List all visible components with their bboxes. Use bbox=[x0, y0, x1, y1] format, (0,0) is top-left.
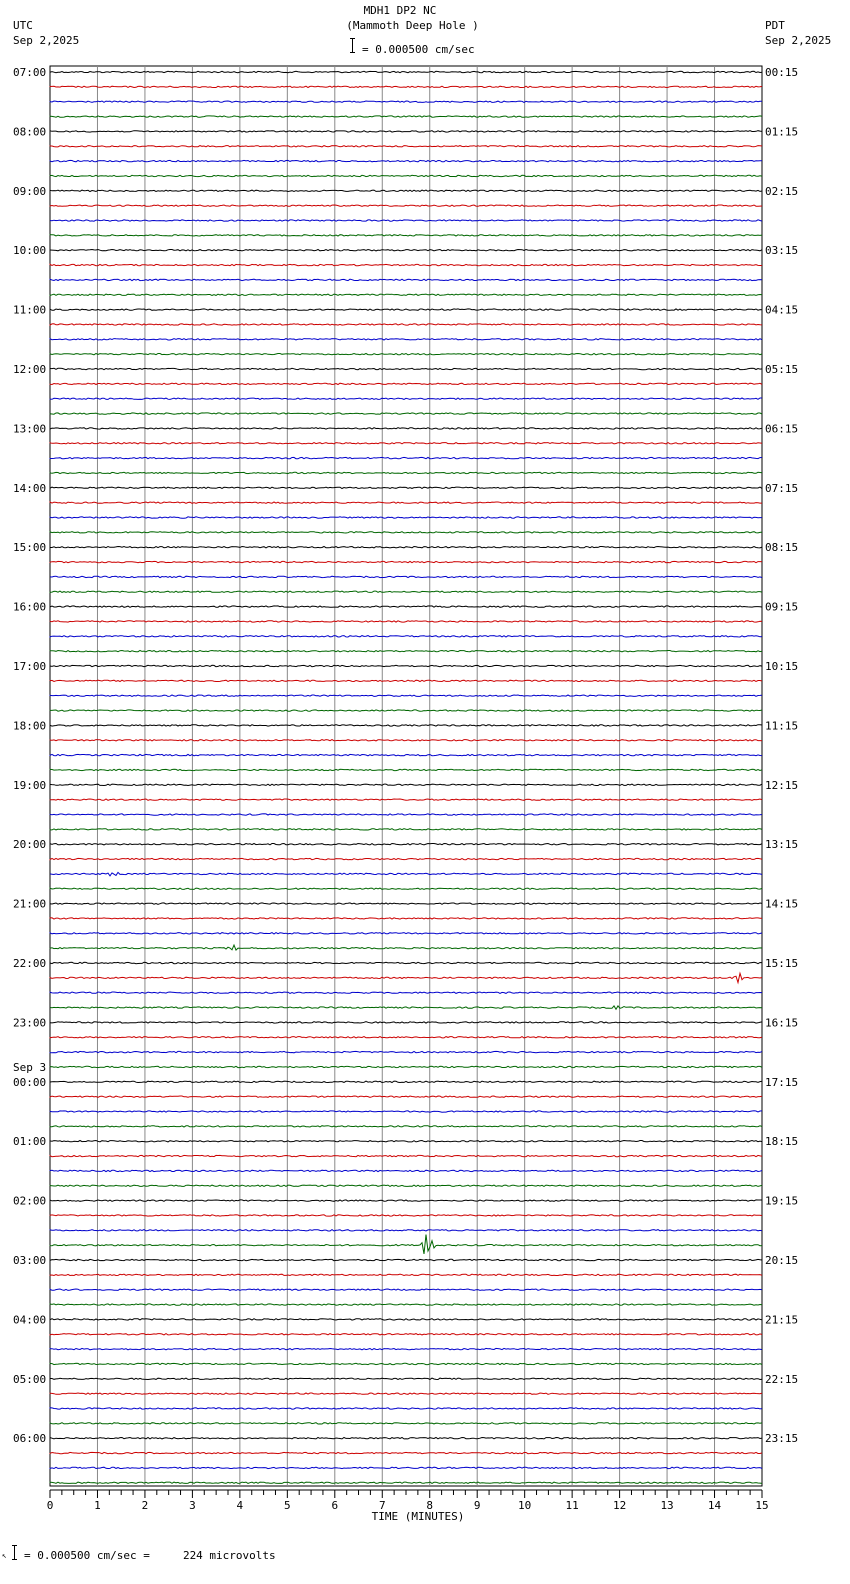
trace-76 bbox=[50, 1200, 762, 1201]
trace-54 bbox=[50, 872, 762, 876]
trace-7 bbox=[50, 175, 762, 176]
x-tick-label: 10 bbox=[518, 1499, 532, 1512]
trace-25 bbox=[50, 443, 762, 444]
trace-69 bbox=[50, 1096, 762, 1097]
trace-53 bbox=[50, 858, 762, 859]
right-timezone: PDT bbox=[765, 19, 785, 32]
right-hour-label: 21:15 bbox=[765, 1313, 799, 1327]
trace-15 bbox=[50, 294, 762, 295]
left-hour-label: 10:00 bbox=[13, 244, 47, 258]
trace-5 bbox=[50, 146, 762, 147]
trace-34 bbox=[50, 576, 762, 577]
station-name: (Mammoth Deep Hole ) bbox=[346, 19, 479, 32]
trace-17 bbox=[50, 324, 762, 325]
trace-88 bbox=[50, 1378, 762, 1379]
right-hour-label: 16:15 bbox=[765, 1016, 799, 1030]
trace-85 bbox=[50, 1334, 762, 1335]
trace-56 bbox=[50, 903, 762, 904]
trace-79 bbox=[50, 1235, 762, 1254]
trace-36 bbox=[50, 606, 762, 607]
trace-65 bbox=[50, 1037, 762, 1038]
left-date-change-label: Sep 3 bbox=[13, 1060, 47, 1074]
footer-scale-icon bbox=[12, 1545, 17, 1560]
right-hour-label: 01:15 bbox=[765, 125, 799, 139]
trace-32 bbox=[50, 547, 762, 548]
right-hour-label: 06:15 bbox=[765, 422, 799, 436]
left-timezone: UTC bbox=[13, 19, 33, 32]
trace-57 bbox=[50, 918, 762, 919]
trace-27 bbox=[50, 472, 762, 473]
trace-51 bbox=[50, 829, 762, 830]
trace-89 bbox=[50, 1393, 762, 1394]
trace-14 bbox=[50, 279, 762, 280]
x-tick-label: 3 bbox=[189, 1499, 196, 1512]
trace-2 bbox=[50, 101, 762, 102]
left-hour-label: 07:00 bbox=[13, 66, 47, 79]
trace-73 bbox=[50, 1155, 762, 1156]
trace-6 bbox=[50, 160, 762, 161]
trace-19 bbox=[50, 354, 762, 355]
trace-8 bbox=[50, 190, 762, 191]
trace-35 bbox=[50, 591, 762, 592]
x-tick-label: 5 bbox=[284, 1499, 291, 1512]
left-hour-label: 17:00 bbox=[13, 660, 47, 673]
left-date: Sep 2,2025 bbox=[13, 34, 80, 47]
trace-1 bbox=[50, 86, 762, 87]
trace-70 bbox=[50, 1111, 762, 1112]
trace-94 bbox=[50, 1467, 762, 1468]
left-hour-label: 01:00 bbox=[13, 1135, 47, 1149]
trace-30 bbox=[50, 517, 762, 518]
trace-82 bbox=[50, 1289, 762, 1290]
left-hour-label: 21:00 bbox=[13, 897, 47, 911]
trace-83 bbox=[50, 1304, 762, 1305]
time-axis bbox=[47, 1490, 769, 1512]
right-hour-label: 07:15 bbox=[765, 481, 799, 495]
trace-60 bbox=[50, 962, 762, 963]
trace-38 bbox=[50, 636, 762, 637]
trace-31 bbox=[50, 532, 762, 533]
left-hour-label: 15:00 bbox=[13, 541, 47, 555]
trace-59 bbox=[50, 945, 762, 950]
trace-66 bbox=[50, 1051, 762, 1052]
trace-22 bbox=[50, 398, 762, 399]
trace-28 bbox=[50, 487, 762, 488]
left-hour-label: 13:00 bbox=[13, 422, 47, 436]
trace-68 bbox=[50, 1081, 762, 1082]
x-tick-label: 0 bbox=[46, 1499, 54, 1512]
left-hour-label: 20:00 bbox=[13, 838, 47, 852]
trace-12 bbox=[50, 250, 762, 251]
right-hour-label: 13:15 bbox=[765, 838, 799, 852]
trace-21 bbox=[50, 383, 762, 384]
trace-29 bbox=[50, 502, 762, 503]
trace-71 bbox=[50, 1126, 762, 1127]
trace-62 bbox=[50, 992, 762, 993]
left-hour-label: 11:00 bbox=[13, 303, 47, 317]
trace-33 bbox=[50, 561, 762, 562]
trace-13 bbox=[50, 264, 762, 265]
trace-41 bbox=[50, 680, 762, 681]
station-line: MDH1 DP2 NC bbox=[363, 4, 437, 17]
left-hour-label: 06:00 bbox=[13, 1432, 47, 1446]
left-hour-label: 16:00 bbox=[13, 600, 47, 614]
x-axis-label: TIME (MINUTES) bbox=[371, 1510, 465, 1523]
trace-86 bbox=[50, 1348, 762, 1349]
trace-87 bbox=[50, 1363, 762, 1364]
left-hour-label: 04:00 bbox=[13, 1313, 47, 1327]
x-tick-label: 13 bbox=[660, 1499, 674, 1512]
trace-92 bbox=[50, 1438, 762, 1439]
right-hour-label: 10:15 bbox=[765, 660, 799, 673]
trace-24 bbox=[50, 428, 762, 429]
x-tick-label: 7 bbox=[378, 1499, 386, 1512]
trace-80 bbox=[50, 1259, 762, 1260]
left-hour-label: 00:00 bbox=[13, 1075, 47, 1089]
x-tick-label: 15 bbox=[755, 1499, 769, 1512]
trace-48 bbox=[50, 784, 762, 785]
trace-50 bbox=[50, 814, 762, 815]
right-hour-label: 11:15 bbox=[765, 719, 799, 733]
x-tick-label: 9 bbox=[473, 1499, 481, 1512]
x-tick-label: 8 bbox=[426, 1499, 434, 1512]
right-hour-label: 03:15 bbox=[765, 244, 799, 258]
trace-39 bbox=[50, 651, 762, 652]
trace-10 bbox=[50, 220, 762, 221]
left-hour-label: 08:00 bbox=[13, 125, 47, 139]
trace-91 bbox=[50, 1423, 762, 1424]
right-hour-label: 08:15 bbox=[765, 541, 799, 555]
footer-arrow-icon: ↖ bbox=[2, 1551, 7, 1560]
trace-45 bbox=[50, 740, 762, 741]
trace-77 bbox=[50, 1215, 762, 1216]
trace-78 bbox=[50, 1230, 762, 1231]
trace-46 bbox=[50, 754, 762, 755]
left-hour-label: 22:00 bbox=[13, 957, 47, 970]
right-hour-label: 15:15 bbox=[765, 957, 799, 970]
right-hour-label: 17:15 bbox=[765, 1075, 799, 1089]
right-date: Sep 2,2025 bbox=[765, 34, 832, 47]
right-hour-label: 00:15 bbox=[765, 66, 799, 79]
trace-0 bbox=[50, 71, 762, 72]
left-hour-label: 14:00 bbox=[13, 481, 47, 495]
left-hour-label: 23:00 bbox=[13, 1016, 47, 1030]
x-tick-label: 4 bbox=[236, 1499, 244, 1512]
trace-3 bbox=[50, 116, 762, 117]
trace-40 bbox=[50, 665, 762, 666]
left-hour-label: 19:00 bbox=[13, 778, 47, 792]
left-hour-label: 18:00 bbox=[13, 719, 47, 733]
right-hour-label: 14:15 bbox=[765, 897, 799, 911]
right-hour-label: 22:15 bbox=[765, 1372, 799, 1386]
trace-61 bbox=[50, 973, 762, 982]
trace-63 bbox=[50, 1006, 762, 1009]
right-hour-label: 02:15 bbox=[765, 184, 799, 198]
right-hour-label: 09:15 bbox=[765, 600, 799, 614]
left-hour-label: 09:00 bbox=[13, 184, 47, 198]
x-tick-label: 14 bbox=[707, 1499, 722, 1512]
trace-93 bbox=[50, 1452, 762, 1453]
trace-11 bbox=[50, 235, 762, 236]
right-hour-label: 23:15 bbox=[765, 1432, 799, 1446]
trace-58 bbox=[50, 933, 762, 934]
trace-9 bbox=[50, 205, 762, 206]
trace-52 bbox=[50, 844, 762, 845]
trace-74 bbox=[50, 1170, 762, 1171]
trace-55 bbox=[50, 888, 762, 889]
trace-72 bbox=[50, 1141, 762, 1142]
right-hour-label: 05:15 bbox=[765, 363, 799, 376]
trace-84 bbox=[50, 1319, 762, 1320]
trace-67 bbox=[50, 1066, 762, 1067]
x-tick-label: 12 bbox=[612, 1499, 627, 1512]
right-hour-label: 19:15 bbox=[765, 1194, 799, 1208]
trace-81 bbox=[50, 1274, 762, 1275]
right-hour-label: 20:15 bbox=[765, 1254, 799, 1267]
x-tick-label: 11 bbox=[565, 1499, 579, 1512]
left-hour-label: 05:00 bbox=[13, 1372, 47, 1386]
trace-64 bbox=[50, 1022, 762, 1023]
trace-44 bbox=[50, 725, 762, 726]
trace-4 bbox=[50, 131, 762, 132]
x-tick-label: 1 bbox=[94, 1499, 101, 1512]
right-hour-label: 04:15 bbox=[765, 303, 799, 317]
footer-scale-note: = 0.000500 cm/sec = 224 microvolts bbox=[24, 1549, 276, 1562]
trace-23 bbox=[50, 413, 762, 414]
trace-43 bbox=[50, 710, 762, 711]
left-hour-label: 02:00 bbox=[13, 1194, 47, 1208]
x-tick-label: 2 bbox=[141, 1499, 149, 1512]
scale-label: = 0.000500 cm/sec bbox=[362, 43, 475, 56]
right-hour-label: 18:15 bbox=[765, 1135, 799, 1149]
trace-lines bbox=[50, 71, 762, 1483]
left-hour-label: 03:00 bbox=[13, 1254, 47, 1267]
trace-18 bbox=[50, 339, 762, 340]
trace-26 bbox=[50, 457, 762, 458]
right-hour-label: 12:15 bbox=[765, 778, 799, 792]
trace-37 bbox=[50, 621, 762, 622]
left-hour-label: 12:00 bbox=[13, 363, 47, 376]
trace-90 bbox=[50, 1408, 762, 1409]
x-tick-label: 6 bbox=[331, 1499, 339, 1512]
trace-42 bbox=[50, 695, 762, 696]
trace-49 bbox=[50, 799, 762, 800]
trace-75 bbox=[50, 1185, 762, 1186]
trace-16 bbox=[50, 309, 762, 310]
trace-20 bbox=[50, 368, 762, 369]
trace-95 bbox=[50, 1482, 762, 1483]
trace-47 bbox=[50, 769, 762, 770]
